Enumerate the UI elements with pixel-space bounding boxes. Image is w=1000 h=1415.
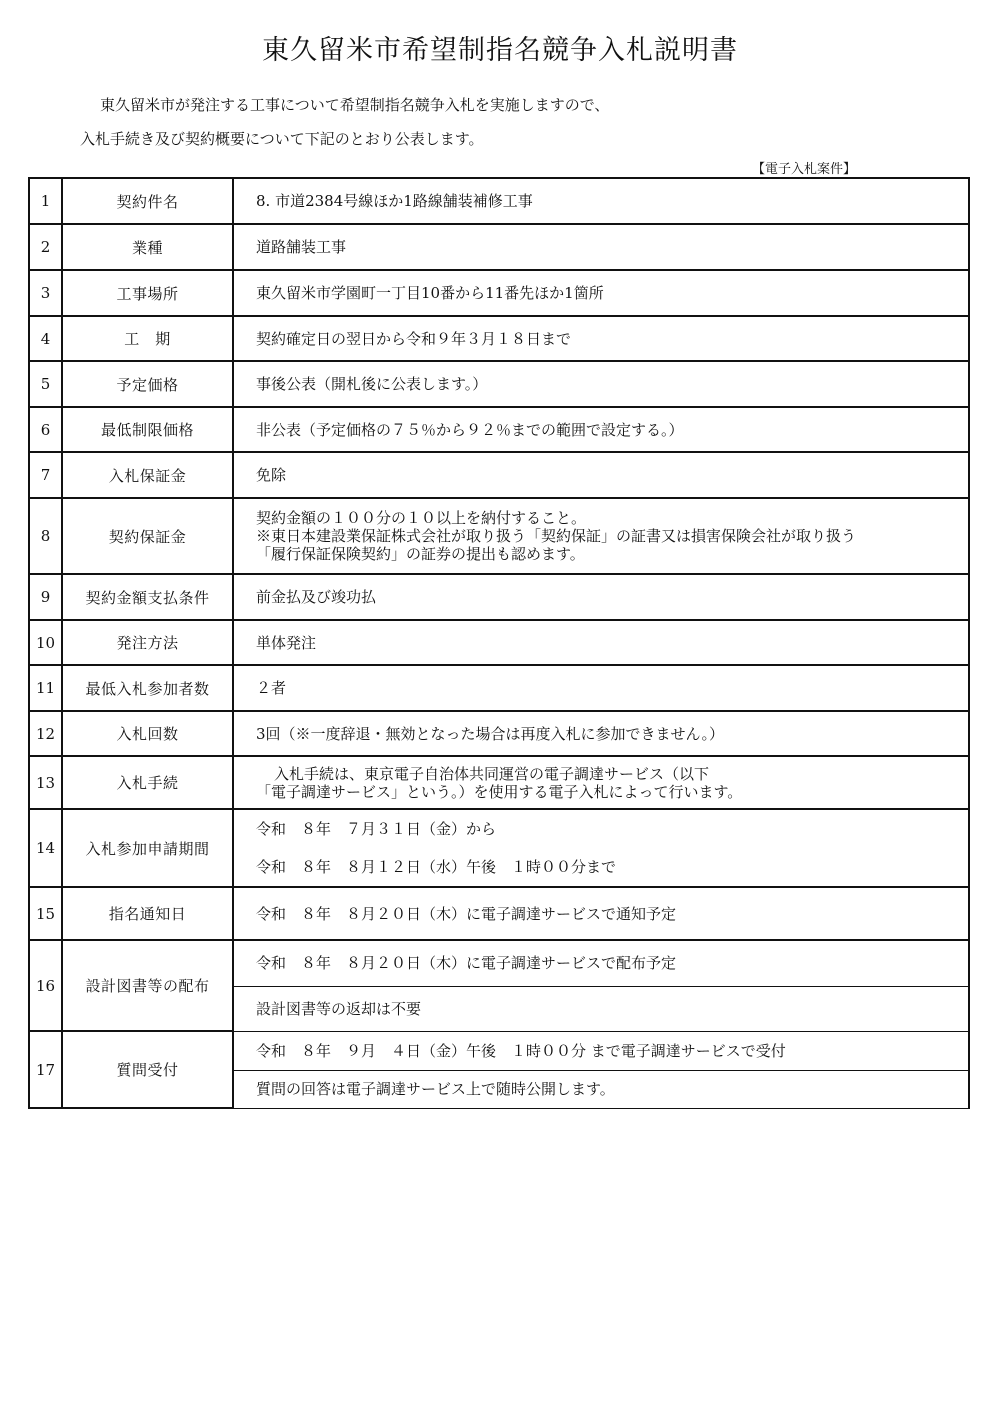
row-label: 契約金額支払条件 xyxy=(62,574,233,620)
row-content xyxy=(233,574,969,620)
content-line: 入札手続は、東京電子自治体共同運営の電子調達サービス（以下 xyxy=(274,764,710,783)
row-label: 工 期 xyxy=(62,316,233,361)
row-number: 3 xyxy=(29,270,62,316)
content-line: 東久留米市学園町一丁目10番から11番先ほか1箇所 xyxy=(256,284,604,302)
row-content xyxy=(233,361,969,407)
content-line: 質問の回答は電子調達サービス上で随時公開します。 xyxy=(256,1080,615,1098)
content-line: 前金払及び竣功払 xyxy=(256,588,377,606)
row-content xyxy=(233,316,969,361)
row-number: 10 xyxy=(29,620,62,665)
row-content xyxy=(233,665,969,711)
electronic-bid-tag: 【電子入札案件】 xyxy=(752,162,857,177)
table-row xyxy=(29,620,969,665)
content-line: 契約確定日の翌日から令和９年３月１８日まで xyxy=(256,329,572,348)
row-content xyxy=(233,887,969,940)
table-row xyxy=(29,361,969,407)
row-label: 質問受付 xyxy=(62,1031,233,1108)
row-label: 工事場所 xyxy=(62,270,233,316)
content-line: 設計図書等の返却は不要 xyxy=(256,999,422,1018)
content-line: ※東日本建設業保証株式会社が取り扱う「契約保証」の証書又は損害保険会社が取り扱う xyxy=(256,527,857,545)
row-number: 11 xyxy=(29,665,62,711)
row-content xyxy=(233,809,969,887)
row-number: 4 xyxy=(29,316,62,361)
row-label: 入札手続 xyxy=(62,756,233,809)
content-line: 8. 市道2384号線ほか1路線舗装補修工事 xyxy=(256,192,533,210)
content-line: 令和 ８年 ７月３１日（金）から xyxy=(256,820,497,838)
content-line: 令和 ８年 ８月２０日（木）に電子調達サービスで通知予定 xyxy=(256,904,677,923)
row-content xyxy=(233,407,969,452)
row-number: 5 xyxy=(29,361,62,407)
row-content xyxy=(233,756,969,809)
row-label: 予定価格 xyxy=(62,361,233,407)
table-row xyxy=(29,809,969,887)
row-label: 発注方法 xyxy=(62,620,233,665)
row-label: 最低制限価格 xyxy=(62,407,233,452)
content-line: 令和 ８年 ８月２０日（木）に電子調達サービスで配布予定 xyxy=(256,954,677,973)
row-number: 7 xyxy=(29,452,62,498)
content-line: 非公表（予定価格の７５％から９２％までの範囲で設定する。） xyxy=(256,420,684,439)
content-line: 免除 xyxy=(256,466,287,484)
content-line: 「履行保証保険契約」の証券の提出も認めます。 xyxy=(256,545,585,563)
row-number: 6 xyxy=(29,407,62,452)
row-label: 入札回数 xyxy=(62,711,233,756)
table-row xyxy=(29,316,969,361)
row-content xyxy=(233,498,969,574)
row-label: 契約保証金 xyxy=(62,498,233,574)
row-content xyxy=(233,1070,969,1108)
row-number: 12 xyxy=(29,711,62,756)
row-label: 契約件名 xyxy=(62,178,233,224)
row-label: 設計図書等の配布 xyxy=(62,940,233,1031)
table-row xyxy=(29,1031,969,1070)
row-content xyxy=(233,986,969,1031)
row-number: 1 xyxy=(29,178,62,224)
content-line: 契約金額の１００分の１０以上を納付すること。 xyxy=(256,509,587,527)
table-row xyxy=(29,224,969,270)
row-label: 指名通知日 xyxy=(62,887,233,940)
row-number: 8 xyxy=(29,498,62,574)
content-line: 「電子調達サービス」という。）を使用する電子入札によって行います。 xyxy=(256,782,743,801)
table-row xyxy=(29,452,969,498)
content-line: 3回（※一度辞退・無効となった場合は再度入札に参加できません。） xyxy=(256,724,724,743)
row-content xyxy=(233,224,969,270)
row-number: 13 xyxy=(29,756,62,809)
row-label: 入札保証金 xyxy=(62,452,233,498)
table-row xyxy=(29,940,969,986)
table-row xyxy=(29,756,969,809)
table-row xyxy=(29,498,969,574)
content-line: 令和 ８年 ９月 ４日（金）午後 １時００分 まで電子調達サービスで受付 xyxy=(256,1041,786,1060)
intro-line-2: 入札手続き及び契約概要について下記のとおり公表します。 xyxy=(80,130,484,148)
row-number: 17 xyxy=(29,1031,62,1108)
row-number: 14 xyxy=(29,809,62,887)
table-row xyxy=(29,887,969,940)
row-content xyxy=(233,178,969,224)
row-label: 業種 xyxy=(62,224,233,270)
table-row xyxy=(29,574,969,620)
row-content xyxy=(233,452,969,498)
table-row xyxy=(29,665,969,711)
row-content xyxy=(233,620,969,665)
row-content xyxy=(233,940,969,986)
content-line: 道路舗装工事 xyxy=(256,238,347,256)
row-number: 15 xyxy=(29,887,62,940)
row-number: 16 xyxy=(29,940,62,1031)
table-row xyxy=(29,178,969,224)
row-number: 2 xyxy=(29,224,62,270)
table-row xyxy=(29,407,969,452)
content-line: ２者 xyxy=(256,679,287,697)
row-content xyxy=(233,1031,969,1070)
page-title: 東久留米市希望制指名競争入札説明書 xyxy=(262,35,738,66)
row-number: 9 xyxy=(29,574,62,620)
bid-spec-table xyxy=(28,177,970,1109)
content-line: 令和 ８年 ８月１２日（水）午後 １時００分まで xyxy=(256,858,617,876)
table-row xyxy=(29,711,969,756)
row-label: 最低入札参加者数 xyxy=(62,665,233,711)
intro-line-1: 東久留米市が発注する工事について希望制指名競争入札を実施しますので、 xyxy=(100,96,610,114)
content-line: 事後公表（開札後に公表します。） xyxy=(256,375,488,393)
table-row xyxy=(29,270,969,316)
row-content xyxy=(233,270,969,316)
row-label: 入札参加申請期間 xyxy=(62,809,233,887)
content-line: 単体発注 xyxy=(256,633,317,652)
row-content xyxy=(233,711,969,756)
